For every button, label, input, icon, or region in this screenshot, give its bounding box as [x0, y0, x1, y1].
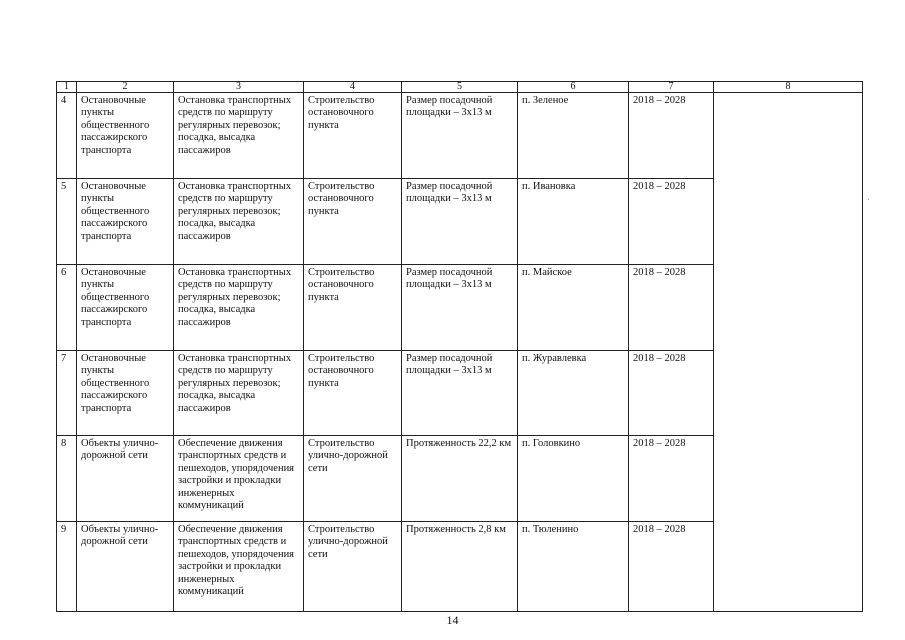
- action-cell: Строительство остановочного пункта: [304, 93, 402, 179]
- page-number: 14: [446, 613, 459, 627]
- location-cell: п. Ивановка: [518, 179, 629, 265]
- period-cell: 2018 – 2028: [629, 436, 714, 522]
- period-cell: 2018 – 2028: [629, 265, 714, 351]
- period-cell: 2018 – 2028: [629, 351, 714, 436]
- purpose-cell: Остановка транспортных средств по маршруту регулярных перевозок; посадка, высадка пассажиров: [174, 93, 304, 179]
- action-cell: Строительство остановочного пункта: [304, 265, 402, 351]
- purpose-cell: Остановка транспортных средств по маршруту регулярных перевозок; посадка, высадка пассажиров: [174, 265, 304, 351]
- row-number: 7: [57, 351, 77, 436]
- characteristics-cell: Размер посадочной площадки – 3х13 м: [402, 265, 518, 351]
- row-number: 8: [57, 436, 77, 522]
- header-col-4: 4: [304, 82, 402, 93]
- notes-cell: [714, 93, 863, 612]
- period-cell: 2018 – 2028: [629, 522, 714, 612]
- row-number: 5: [57, 179, 77, 265]
- purpose-cell: Остановка транспортных средств по маршруту регулярных перевозок; посадка, высадка пассажиров: [174, 351, 304, 436]
- characteristics-cell: Протяженность 22,2 км: [402, 436, 518, 522]
- location-cell: п. Майское: [518, 265, 629, 351]
- object-name-cell: Объекты улично-дорожной сети: [77, 522, 174, 612]
- header-col-3: 3: [174, 82, 304, 93]
- action-cell: Строительство улично-дорожной сети: [304, 522, 402, 612]
- characteristics-cell: Размер посадочной площадки – 3х13 м: [402, 93, 518, 179]
- header-col-6: 6: [518, 82, 629, 93]
- characteristics-cell: Протяженность 2,8 км: [402, 522, 518, 612]
- table-row: [57, 93, 863, 179]
- row-number: 6: [57, 265, 77, 351]
- location-cell: п. Головкино: [518, 436, 629, 522]
- row-number: 4: [57, 93, 77, 179]
- scan-artifact: [868, 199, 869, 200]
- header-col-5: 5: [402, 82, 518, 93]
- characteristics-cell: Размер посадочной площадки – 3х13 м: [402, 179, 518, 265]
- period-cell: 2018 – 2028: [629, 179, 714, 265]
- characteristics-cell: Размер посадочной площадки – 3х13 м: [402, 351, 518, 436]
- object-name-cell: Остановочные пункты общественного пассажирского транспорта: [77, 351, 174, 436]
- object-name-cell: Остановочные пункты общественного пассажирского транспорта: [77, 93, 174, 179]
- header-col-8: 8: [714, 82, 863, 93]
- period-cell: 2018 – 2028: [629, 93, 714, 179]
- location-cell: п. Тюленино: [518, 522, 629, 612]
- header-col-7: 7: [629, 82, 714, 93]
- action-cell: Строительство остановочного пункта: [304, 179, 402, 265]
- header-col-2: 2: [77, 82, 174, 93]
- object-name-cell: Остановочные пункты общественного пассажирского транспорта: [77, 179, 174, 265]
- header-col-1: 1: [57, 82, 77, 93]
- object-name-cell: Объекты улично-дорожной сети: [77, 436, 174, 522]
- object-name-cell: Остановочные пункты общественного пассажирского транспорта: [77, 265, 174, 351]
- action-cell: Строительство улично-дорожной сети: [304, 436, 402, 522]
- location-cell: п. Зеленое: [518, 93, 629, 179]
- planning-table: [56, 81, 863, 612]
- location-cell: п. Журавлевка: [518, 351, 629, 436]
- purpose-cell: Обеспечение движения транспортных средств и пешеходов, упорядочения застройки и прокладки инженерных коммуникаций: [174, 436, 304, 522]
- header-row: [57, 82, 863, 93]
- purpose-cell: Остановка транспортных средств по маршруту регулярных перевозок; посадка, высадка пассажиров: [174, 179, 304, 265]
- row-number: 9: [57, 522, 77, 612]
- purpose-cell: Обеспечение движения транспортных средств и пешеходов, упорядочения застройки и прокладки инженерных коммуникаций: [174, 522, 304, 612]
- action-cell: Строительство остановочного пункта: [304, 351, 402, 436]
